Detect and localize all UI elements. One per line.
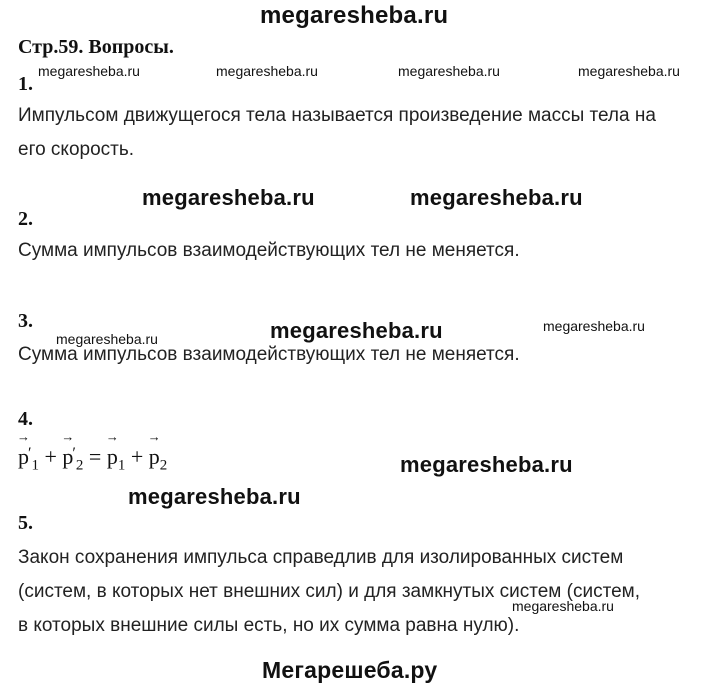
question-number-3: 3. <box>18 310 33 332</box>
question-number-2: 2. <box>18 208 33 230</box>
small-watermark: megaresheba.ru <box>578 63 680 79</box>
big-watermark: megaresheba.ru <box>128 484 301 509</box>
answer-2: Сумма импульсов взаимодействующих тел не меняется. <box>18 240 520 261</box>
plus-sign: + <box>130 444 144 469</box>
momentum-vector: → p <box>62 444 73 470</box>
answer-5-line-2: (систем, в которых нет внешних сил) и для замкнутых систем (систем, <box>18 581 640 602</box>
big-watermark: megaresheba.ru <box>270 318 443 343</box>
big-watermark: megaresheba.ru <box>410 185 583 210</box>
momentum-vector: → p <box>149 444 160 470</box>
question-number-5: 5. <box>18 512 33 534</box>
plus-sign: + <box>44 444 57 469</box>
small-watermark: megaresheba.ru <box>56 331 158 347</box>
answer-5-line-3: в которых внешние силы есть, но их сумма равна нулю). <box>18 615 520 636</box>
question-number-4: 4. <box>18 408 33 430</box>
small-watermark: megaresheba.ru <box>398 63 500 79</box>
big-watermark: megaresheba.ru <box>400 452 573 477</box>
small-watermark: megaresheba.ru <box>216 63 318 79</box>
answer-1-line-2: его скорость. <box>18 139 135 160</box>
header-watermark: megaresheba.ru <box>260 2 449 29</box>
answer-3: Сумма импульсов взаимодействующих тел не меняется. <box>18 344 520 365</box>
momentum-vector: → p <box>107 444 118 470</box>
question-number-1: 1. <box>18 73 33 95</box>
momentum-vector: → p <box>18 444 29 470</box>
small-watermark: megaresheba.ru <box>512 598 614 614</box>
footer-watermark: Мегарешеба.ру <box>262 657 438 683</box>
small-watermark: megaresheba.ru <box>543 318 645 334</box>
answer-1-line-1: Импульсом движущегося тела называется произведение массы тела на <box>18 105 656 126</box>
big-watermark: megaresheba.ru <box>142 185 315 210</box>
answer-5-line-1: Закон сохранения импульса справедлив для изолированных систем <box>18 547 624 568</box>
momentum-conservation-formula: → $p'_1$ + → $p'_2$ = → $p_1$ + → $p_2$ <box>18 444 167 474</box>
equals-sign: = <box>88 444 102 469</box>
small-watermark: megaresheba.ru <box>38 63 140 79</box>
page-heading: Стр.59. Вопросы. <box>18 36 174 58</box>
